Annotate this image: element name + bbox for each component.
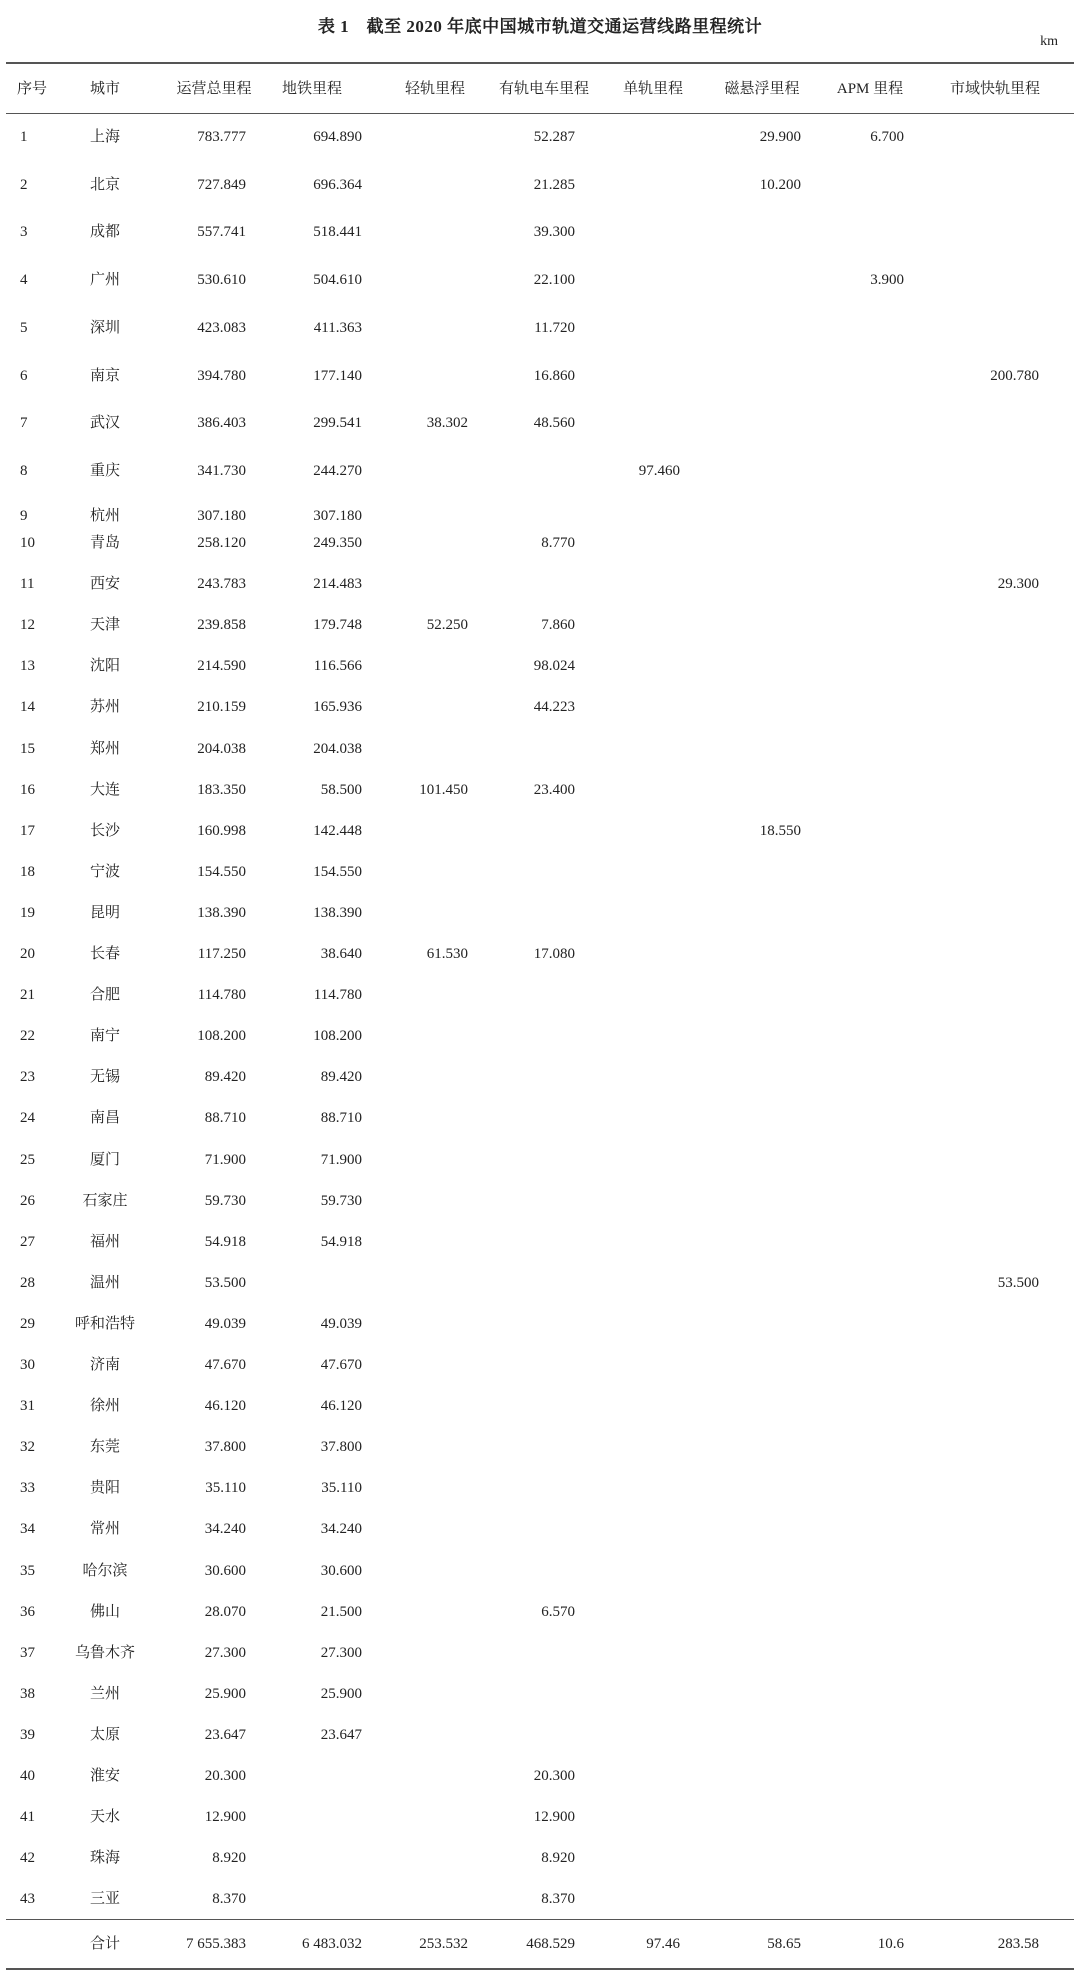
header-rule [6, 113, 1074, 114]
total-city: 合计 [89, 1936, 121, 1952]
cell-total-mileage: 108.200 [197, 1028, 246, 1045]
cell-index: 28 [20, 1274, 35, 1291]
cell-index: 14 [20, 699, 35, 716]
cell-metro-mileage: 244.270 [313, 462, 362, 479]
cell-city: 南京 [89, 367, 121, 384]
cell-tram-mileage: 8.920 [541, 1850, 575, 1867]
cell-light-rail-mileage: 61.530 [426, 946, 468, 962]
cell-total-mileage: 37.800 [204, 1439, 246, 1456]
cell-index: 13 [20, 658, 35, 675]
cell-metro-mileage: 37.800 [320, 1439, 362, 1456]
cell-city: 深圳 [89, 319, 121, 336]
cell-city: 昆明 [89, 904, 121, 921]
cell-city: 天水 [89, 1809, 121, 1826]
cell-city: 太原 [89, 1726, 121, 1743]
cell-index: 43 [20, 1891, 35, 1908]
cell-metro-mileage: 307.180 [313, 508, 362, 524]
cell-light-rail-mileage: 38.302 [426, 415, 468, 432]
cell-total-mileage: 59.730 [204, 1192, 246, 1209]
cell-metro-mileage: 411.363 [313, 319, 362, 336]
cell-total-mileage: 53.500 [204, 1274, 246, 1291]
header-apm-mileage: APM 里程 [836, 81, 904, 97]
cell-city: 济南 [89, 1357, 121, 1373]
cell-index: 18 [20, 863, 35, 880]
cell-total-mileage: 160.998 [197, 822, 246, 839]
cell-city: 西安 [89, 576, 121, 593]
cell-light-rail-mileage: 52.250 [426, 617, 468, 634]
cell-metro-mileage: 204.038 [313, 740, 362, 757]
cell-index: 30 [20, 1357, 35, 1373]
cell-total-mileage: 183.350 [197, 781, 246, 798]
cell-index: 4 [20, 272, 28, 289]
cell-index: 37 [20, 1644, 35, 1661]
header-suburban-rail-mileage: 市域快轨里程 [949, 81, 1041, 97]
header-light-rail-mileage: 轻轨里程 [404, 81, 466, 97]
cell-city: 天津 [89, 617, 121, 634]
cell-city: 福州 [89, 1233, 121, 1250]
cell-total-mileage: 341.730 [197, 462, 246, 479]
cell-total-mileage: 89.420 [204, 1069, 246, 1086]
cell-metro-mileage: 23.647 [320, 1726, 362, 1743]
cell-index: 21 [20, 987, 35, 1004]
total-metro-mileage: 6 483.032 [302, 1936, 362, 1952]
cell-total-mileage: 46.120 [204, 1398, 246, 1415]
header-maglev-mileage: 磁悬浮里程 [724, 81, 800, 97]
cell-index: 35 [20, 1562, 35, 1579]
cell-metro-mileage: 138.390 [313, 904, 362, 921]
cell-city: 珠海 [89, 1850, 121, 1867]
cell-total-mileage: 530.610 [197, 272, 246, 289]
cell-maglev-mileage: 18.550 [759, 822, 801, 839]
cell-index: 24 [20, 1110, 35, 1127]
cell-total-mileage: 258.120 [197, 535, 246, 551]
cell-index: 15 [20, 740, 35, 757]
cell-total-mileage: 239.858 [197, 617, 246, 634]
cell-city: 上海 [89, 129, 121, 145]
cell-metro-mileage: 299.541 [313, 415, 362, 432]
cell-apm-mileage: 3.900 [870, 272, 904, 289]
cell-total-mileage: 27.300 [204, 1644, 246, 1661]
cell-metro-mileage: 46.120 [320, 1398, 362, 1415]
header-city: 城市 [89, 81, 121, 97]
cell-city: 杭州 [89, 508, 121, 524]
cell-tram-mileage: 23.400 [533, 781, 575, 798]
cell-total-mileage: 243.783 [197, 576, 246, 593]
unit-label: km [1040, 34, 1058, 49]
cell-index: 29 [20, 1315, 35, 1332]
cell-city: 长沙 [89, 822, 121, 839]
cell-total-mileage: 25.900 [204, 1685, 246, 1702]
cell-total-mileage: 114.780 [197, 987, 246, 1004]
cell-total-mileage: 28.070 [204, 1603, 246, 1620]
cell-city: 乌鲁木齐 [74, 1644, 136, 1661]
cell-index: 1 [20, 129, 28, 145]
cell-total-mileage: 47.670 [204, 1357, 246, 1373]
cell-index: 38 [20, 1685, 35, 1702]
cell-tram-mileage: 48.560 [533, 415, 575, 432]
cell-city: 南昌 [89, 1110, 121, 1127]
cell-tram-mileage: 16.860 [533, 367, 575, 384]
cell-city: 大连 [89, 781, 121, 798]
cell-index: 22 [20, 1028, 35, 1045]
cell-metro-mileage: 214.483 [313, 576, 362, 593]
cell-index: 6 [20, 367, 28, 384]
cell-index: 11 [20, 576, 35, 593]
cell-metro-mileage: 114.780 [313, 987, 362, 1004]
cell-index: 16 [20, 781, 35, 798]
cell-monorail-mileage: 97.460 [638, 462, 680, 479]
cell-tram-mileage: 98.024 [533, 658, 575, 675]
cell-index: 33 [20, 1480, 35, 1497]
cell-total-mileage: 154.550 [197, 863, 246, 880]
cell-total-mileage: 394.780 [197, 367, 246, 384]
total-maglev-mileage: 58.65 [767, 1936, 801, 1952]
cell-total-mileage: 34.240 [204, 1521, 246, 1538]
total-monorail-mileage: 97.46 [646, 1936, 680, 1952]
cell-city: 合肥 [89, 987, 121, 1004]
cell-total-mileage: 557.741 [197, 224, 246, 241]
top-rule [6, 62, 1074, 64]
cell-city: 呼和浩特 [74, 1315, 136, 1332]
cell-metro-mileage: 27.300 [320, 1644, 362, 1661]
cell-city: 佛山 [89, 1603, 121, 1620]
total-total-mileage: 7 655.383 [186, 1936, 246, 1952]
cell-index: 27 [20, 1233, 35, 1250]
cell-apm-mileage: 6.700 [870, 129, 904, 145]
cell-metro-mileage: 696.364 [313, 176, 362, 193]
cell-index: 25 [20, 1151, 35, 1168]
cell-index: 3 [20, 224, 28, 241]
header-tram-mileage: 有轨电车里程 [498, 81, 590, 97]
cell-city: 南宁 [89, 1028, 121, 1045]
cell-city: 成都 [89, 224, 121, 241]
cell-index: 32 [20, 1439, 35, 1456]
cell-tram-mileage: 17.080 [533, 946, 575, 962]
cell-total-mileage: 12.900 [204, 1809, 246, 1826]
cell-index: 36 [20, 1603, 35, 1620]
cell-suburban-rail-mileage: 29.300 [997, 576, 1039, 593]
cell-metro-mileage: 34.240 [320, 1521, 362, 1538]
cell-metro-mileage: 116.566 [313, 658, 362, 675]
cell-city: 苏州 [89, 699, 121, 716]
cell-metro-mileage: 165.936 [313, 699, 362, 716]
cell-metro-mileage: 49.039 [320, 1315, 362, 1332]
header-metro-mileage: 地铁里程 [281, 81, 343, 97]
cell-city: 东莞 [89, 1439, 121, 1456]
cell-tram-mileage: 12.900 [533, 1809, 575, 1826]
cell-metro-mileage: 504.610 [313, 272, 362, 289]
total-rule [6, 1919, 1074, 1920]
header-monorail-mileage: 单轨里程 [622, 81, 684, 97]
cell-index: 26 [20, 1192, 35, 1209]
cell-tram-mileage: 22.100 [533, 272, 575, 289]
cell-city: 沈阳 [89, 658, 121, 675]
cell-total-mileage: 8.920 [212, 1850, 246, 1867]
cell-total-mileage: 35.110 [205, 1480, 246, 1497]
cell-city: 三亚 [89, 1891, 121, 1908]
cell-city: 武汉 [89, 415, 121, 432]
cell-tram-mileage: 39.300 [533, 224, 575, 241]
cell-city: 青岛 [89, 535, 121, 551]
cell-tram-mileage: 21.285 [533, 176, 575, 193]
cell-total-mileage: 783.777 [197, 129, 246, 145]
cell-tram-mileage: 8.770 [541, 535, 575, 551]
cell-index: 31 [20, 1398, 35, 1415]
cell-index: 23 [20, 1069, 35, 1086]
cell-city: 温州 [89, 1274, 121, 1291]
cell-city: 北京 [89, 176, 121, 193]
cell-metro-mileage: 518.441 [313, 224, 362, 241]
cell-metro-mileage: 47.670 [320, 1357, 362, 1373]
cell-city: 贵阳 [89, 1480, 121, 1497]
total-light-rail-mileage: 253.532 [419, 1936, 468, 1952]
cell-metro-mileage: 21.500 [320, 1603, 362, 1620]
cell-total-mileage: 54.918 [204, 1233, 246, 1250]
cell-index: 10 [20, 535, 35, 551]
cell-metro-mileage: 54.918 [320, 1233, 362, 1250]
cell-total-mileage: 727.849 [197, 176, 246, 193]
cell-metro-mileage: 694.890 [313, 129, 362, 145]
cell-total-mileage: 423.083 [197, 319, 246, 336]
cell-tram-mileage: 44.223 [533, 699, 575, 716]
cell-index: 34 [20, 1521, 35, 1538]
cell-index: 17 [20, 822, 35, 839]
cell-city: 常州 [89, 1521, 121, 1538]
cell-maglev-mileage: 10.200 [759, 176, 801, 193]
cell-city: 重庆 [89, 462, 121, 479]
cell-suburban-rail-mileage: 53.500 [997, 1274, 1039, 1291]
cell-tram-mileage: 52.287 [533, 129, 575, 145]
cell-index: 19 [20, 904, 35, 921]
cell-city: 兰州 [89, 1685, 121, 1702]
cell-city: 无锡 [89, 1069, 121, 1086]
cell-city: 宁波 [89, 863, 121, 880]
cell-metro-mileage: 142.448 [313, 822, 362, 839]
cell-light-rail-mileage: 101.450 [419, 781, 468, 798]
cell-index: 39 [20, 1726, 35, 1743]
cell-index: 42 [20, 1850, 35, 1867]
cell-suburban-rail-mileage: 200.780 [990, 367, 1039, 384]
header-total-mileage: 运营总里程 [176, 81, 252, 97]
cell-tram-mileage: 6.570 [541, 1603, 575, 1620]
cell-index: 12 [20, 617, 35, 634]
cell-metro-mileage: 89.420 [320, 1069, 362, 1086]
bottom-rule [6, 1968, 1074, 1970]
cell-total-mileage: 20.300 [204, 1768, 246, 1784]
cell-metro-mileage: 58.500 [320, 781, 362, 798]
cell-metro-mileage: 25.900 [320, 1685, 362, 1702]
cell-total-mileage: 210.159 [197, 699, 246, 716]
cell-metro-mileage: 59.730 [320, 1192, 362, 1209]
cell-total-mileage: 8.370 [212, 1891, 246, 1908]
cell-tram-mileage: 20.300 [533, 1768, 575, 1784]
cell-metro-mileage: 179.748 [313, 617, 362, 634]
cell-city: 广州 [89, 272, 121, 289]
cell-city: 厦门 [89, 1151, 121, 1168]
cell-city: 淮安 [89, 1768, 121, 1784]
cell-index: 8 [20, 462, 28, 479]
cell-total-mileage: 88.710 [204, 1110, 246, 1127]
cell-metro-mileage: 38.640 [320, 946, 362, 962]
cell-metro-mileage: 154.550 [313, 863, 362, 880]
cell-city: 石家庄 [82, 1192, 128, 1209]
cell-total-mileage: 204.038 [197, 740, 246, 757]
cell-index: 20 [20, 946, 35, 962]
header-index: 序号 [16, 81, 48, 97]
cell-index: 40 [20, 1768, 35, 1784]
cell-city: 长春 [89, 946, 121, 962]
cell-index: 7 [20, 415, 28, 432]
cell-metro-mileage: 30.600 [320, 1562, 362, 1579]
cell-index: 5 [20, 319, 28, 336]
cell-total-mileage: 23.647 [204, 1726, 246, 1743]
cell-tram-mileage: 11.720 [534, 319, 575, 336]
cell-tram-mileage: 7.860 [541, 617, 575, 634]
cell-total-mileage: 117.250 [197, 946, 246, 962]
cell-city: 哈尔滨 [82, 1562, 128, 1579]
cell-metro-mileage: 35.110 [321, 1480, 362, 1497]
cell-index: 41 [20, 1809, 35, 1826]
cell-index: 2 [20, 176, 28, 193]
cell-city: 徐州 [89, 1398, 121, 1415]
cell-total-mileage: 71.900 [204, 1151, 246, 1168]
cell-total-mileage: 138.390 [197, 904, 246, 921]
cell-total-mileage: 386.403 [197, 415, 246, 432]
table-title: 表 1 截至 2020 年底中国城市轨道交通运营线路里程统计 [317, 17, 763, 36]
cell-metro-mileage: 108.200 [313, 1028, 362, 1045]
cell-metro-mileage: 177.140 [313, 367, 362, 384]
cell-total-mileage: 307.180 [197, 508, 246, 524]
cell-metro-mileage: 249.350 [313, 535, 362, 551]
cell-tram-mileage: 8.370 [541, 1891, 575, 1908]
total-apm-mileage: 10.6 [877, 1936, 904, 1952]
total-tram-mileage: 468.529 [526, 1936, 575, 1952]
cell-metro-mileage: 88.710 [320, 1110, 362, 1127]
cell-total-mileage: 214.590 [197, 658, 246, 675]
cell-total-mileage: 30.600 [204, 1562, 246, 1579]
cell-total-mileage: 49.039 [204, 1315, 246, 1332]
cell-city: 郑州 [89, 740, 121, 757]
total-suburban-rail-mileage: 283.58 [997, 1936, 1039, 1952]
cell-maglev-mileage: 29.900 [759, 129, 801, 145]
cell-metro-mileage: 71.900 [320, 1151, 362, 1168]
cell-index: 9 [20, 508, 28, 524]
